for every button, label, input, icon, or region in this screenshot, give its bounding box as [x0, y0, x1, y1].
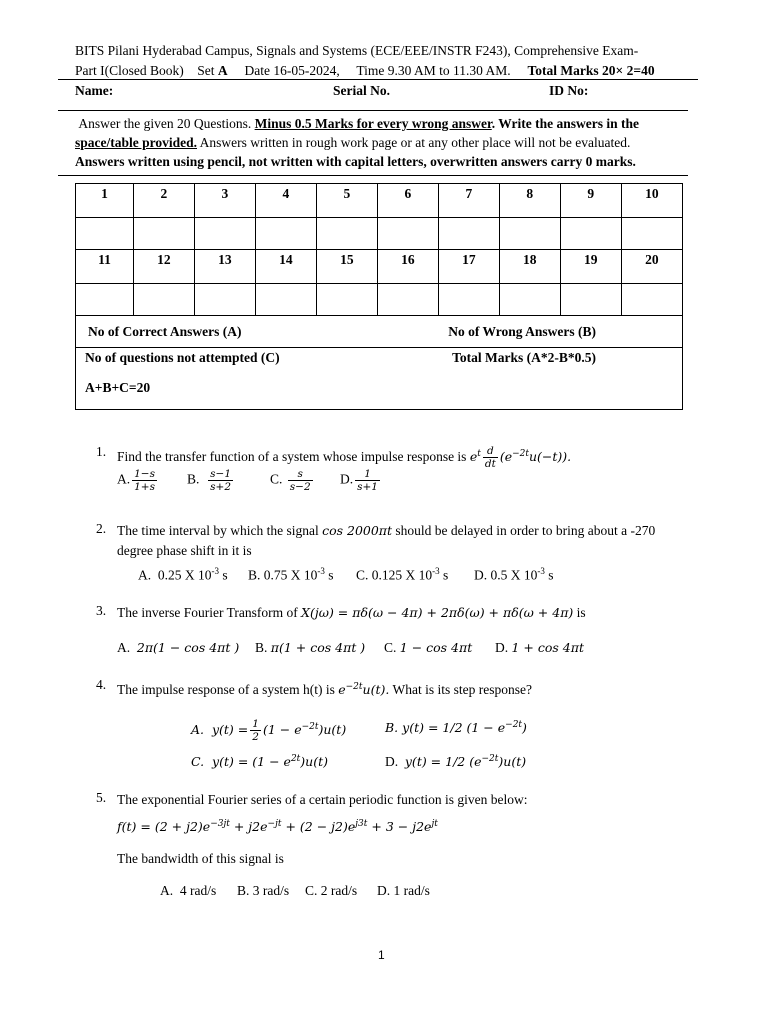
summary-row — [76, 348, 683, 410]
grid-header-16: 16 — [377, 250, 438, 284]
set-value: A — [217, 63, 228, 78]
instructions-top-rule — [58, 110, 688, 111]
option-2b: B. 0.75 X $10^{-3}$ s — [248, 566, 334, 583]
question-number: 1. — [96, 444, 107, 459]
answer-cell-20[interactable] — [621, 284, 682, 316]
option-4c: C. $y(t) = (1 - e^{2t})u(t)$ — [191, 754, 329, 770]
answer-cell-17[interactable] — [438, 284, 499, 316]
grid-header-14: 14 — [255, 250, 316, 284]
option-3b: B. π(1 + cos 4πt ) — [255, 640, 366, 655]
impulse-response-expr: $e^{-2t}u(t)$. — [338, 682, 390, 698]
instr-space: space/table provided. — [75, 135, 198, 150]
instr-negative-marking: Minus 0.5 Marks for every wrong answer — [254, 116, 492, 131]
instr-write: . Write the answers in the — [491, 116, 639, 131]
instr-rough-work: Answers written in rough work page or at any other place will not be evaluated. — [197, 135, 631, 150]
answer-cell-19[interactable] — [560, 284, 621, 316]
question-2 — [96, 521, 696, 587]
answer-cell-10[interactable] — [621, 218, 682, 250]
answer-table — [75, 183, 683, 410]
question-text: The exponential Fourier series of a certain periodic function is given below: — [117, 792, 528, 807]
question-number: 2. — [96, 521, 107, 536]
option-3d: D. 1 + cos 4πt — [495, 640, 584, 655]
grid-header-19: 19 — [560, 250, 621, 284]
answer-cell-3[interactable] — [194, 218, 255, 250]
answer-cell-7[interactable] — [438, 218, 499, 250]
answer-cell-11[interactable] — [76, 284, 134, 316]
question-text: The inverse Fourier Transform of X(jω) = πδ(ω − 4π) + 2πδ(ω) + πδ(ω + 4π) is — [117, 605, 586, 620]
grid-header-6: 6 — [377, 184, 438, 218]
question-number: 4. — [96, 677, 107, 692]
question-5 — [96, 790, 696, 900]
question-4 — [96, 677, 696, 777]
grid-header-1: 1 — [76, 184, 134, 218]
grid-header-20: 20 — [621, 250, 682, 284]
answer-cell-5[interactable] — [316, 218, 377, 250]
question-1 — [96, 444, 696, 504]
option-2d: D. 0.5 X $10^{-3}$ s — [474, 566, 554, 583]
answer-cell-1[interactable] — [76, 218, 134, 250]
total-marks: Total Marks 20× 2=40 — [527, 63, 655, 78]
grid-header-11: 11 — [76, 250, 134, 284]
answer-cell-2[interactable] — [133, 218, 194, 250]
option-2c: C. 0.125 X $10^{-3}$ s — [356, 566, 449, 583]
page-number: 1 — [378, 948, 385, 962]
option-4a: A. y(t) = $\frac{1}{2}$ $(1 - e^{-2t})u(t)$ — [191, 718, 347, 743]
correct-wrong-row — [76, 316, 683, 348]
answer-cell-15[interactable] — [316, 284, 377, 316]
instr-count: Answer the given 20 Questions. — [78, 116, 252, 131]
question-number: 3. — [96, 603, 107, 618]
option-4d: D. y(t) = 1/2 $(e^{-2t})u(t)$ — [385, 754, 527, 770]
exam-time: Time 9.30 AM to 11.30 AM. — [356, 63, 511, 78]
instructions-bottom-rule — [58, 175, 688, 176]
instructions — [75, 114, 680, 171]
answer-cell-4[interactable] — [255, 218, 316, 250]
grid-header-9: 9 — [560, 184, 621, 218]
bandwidth-question: The bandwidth of this signal is — [117, 851, 284, 866]
fourier-series-expr: $f(t) = (2 + j2)e^{-3jt} + j2e^{-jt} + (2 - j2)e^{j3t} + 3 - j2e^{jt}$ — [117, 819, 438, 835]
option-5b: B. 3 rad/s — [237, 883, 290, 898]
serial-label: Serial No. — [333, 83, 390, 98]
option-5d: D. 1 rad/s — [377, 883, 430, 898]
sum-check: A+B+C=20 — [85, 380, 151, 395]
grid-header-3: 3 — [194, 184, 255, 218]
exam-part: Part I(Closed Book) — [75, 63, 184, 78]
option-1c: C. $\frac{s}{s-2}$ — [270, 468, 311, 493]
signal-expr: cos 2000πt — [322, 523, 393, 538]
id-label: ID No: — [549, 83, 589, 98]
question-text: The time interval by which the signal cos 2000πt should be delayed in order to bring about a -270 degree phase shift in it is — [117, 523, 656, 558]
grid-header-13: 13 — [194, 250, 255, 284]
answer-cell-12[interactable] — [133, 284, 194, 316]
answer-cell-14[interactable] — [255, 284, 316, 316]
option-3a: A. 2π(1 − cos 4πt ) — [117, 640, 240, 655]
exam-title: BITS Pilani Hyderabad Campus, Signals and Systems (ECE/EEE/INSTR F243), Comprehensive Exam- — [75, 43, 639, 58]
option-5a: A. 4 rad/s — [160, 883, 217, 898]
grid-header-4: 4 — [255, 184, 316, 218]
grid-header-7: 7 — [438, 184, 499, 218]
exam-date: Date 16-05-2024, — [244, 63, 340, 78]
not-attempted-label: No of questions not attempted (C) — [85, 350, 280, 365]
question-text: The impulse response of a system h(t) is $e^{-2t}u(t)$. What is its step response? — [117, 682, 532, 698]
answer-cell-16[interactable] — [377, 284, 438, 316]
answer-cell-13[interactable] — [194, 284, 255, 316]
name-label: Name: — [75, 83, 114, 98]
grid-header-8: 8 — [499, 184, 560, 218]
grid-header-12: 12 — [133, 250, 194, 284]
option-3c: C. 1 − cos 4πt — [384, 640, 473, 655]
fourier-transform-expr: X(jω) = πδ(ω − 4π) + 2πδ(ω) + πδ(ω + 4π) — [301, 605, 574, 620]
impulse-response-expr: $e^t$ $\frac{d}{dt}$ $(e^{-2t}u(-t))$. — [469, 445, 572, 471]
answer-cell-6[interactable] — [377, 218, 438, 250]
option-4b: B. y(t) = 1/2 $(1 - e^{-2t})$ — [385, 720, 527, 736]
option-2a: A. 0.25 X $10^{-3}$ s — [138, 566, 228, 583]
grid-header-15: 15 — [316, 250, 377, 284]
correct-answers-label: No of Correct Answers (A) — [88, 323, 242, 339]
grid-header-5: 5 — [316, 184, 377, 218]
option-1a: A. $\frac{1-s}{1+s}$ — [117, 468, 155, 493]
option-5c: C. 2 rad/s — [305, 883, 358, 898]
question-number: 5. — [96, 790, 107, 805]
option-1d: D. $\frac{1}{s+1}$ — [340, 468, 378, 493]
grid-header-18: 18 — [499, 250, 560, 284]
header-divider — [58, 79, 698, 80]
answer-cell-18[interactable] — [499, 284, 560, 316]
grid-header-17: 17 — [438, 250, 499, 284]
wrong-answers-label: No of Wrong Answers (B) — [448, 323, 596, 339]
question-text: Find the transfer function of a system whose impulse response is $e^t$ $\frac{d}{dt}$ $(e^{-2t}u(-t))$. — [117, 445, 572, 471]
grid-header-2: 2 — [133, 184, 194, 218]
question-3 — [96, 603, 696, 659]
answer-cell-8[interactable] — [499, 218, 560, 250]
answer-cell-9[interactable] — [560, 218, 621, 250]
instr-pencil: Answers written using pencil, not written with capital letters, overwritten answers carry 0 marks. — [75, 154, 636, 169]
set-label: Set — [197, 63, 215, 78]
option-1b: B. $\frac{s-1}{s+2}$ — [187, 468, 232, 493]
grid-header-10: 10 — [621, 184, 682, 218]
exam-details — [75, 63, 715, 79]
total-marks-formula: Total Marks (A*2-B*0.5) — [452, 350, 596, 365]
